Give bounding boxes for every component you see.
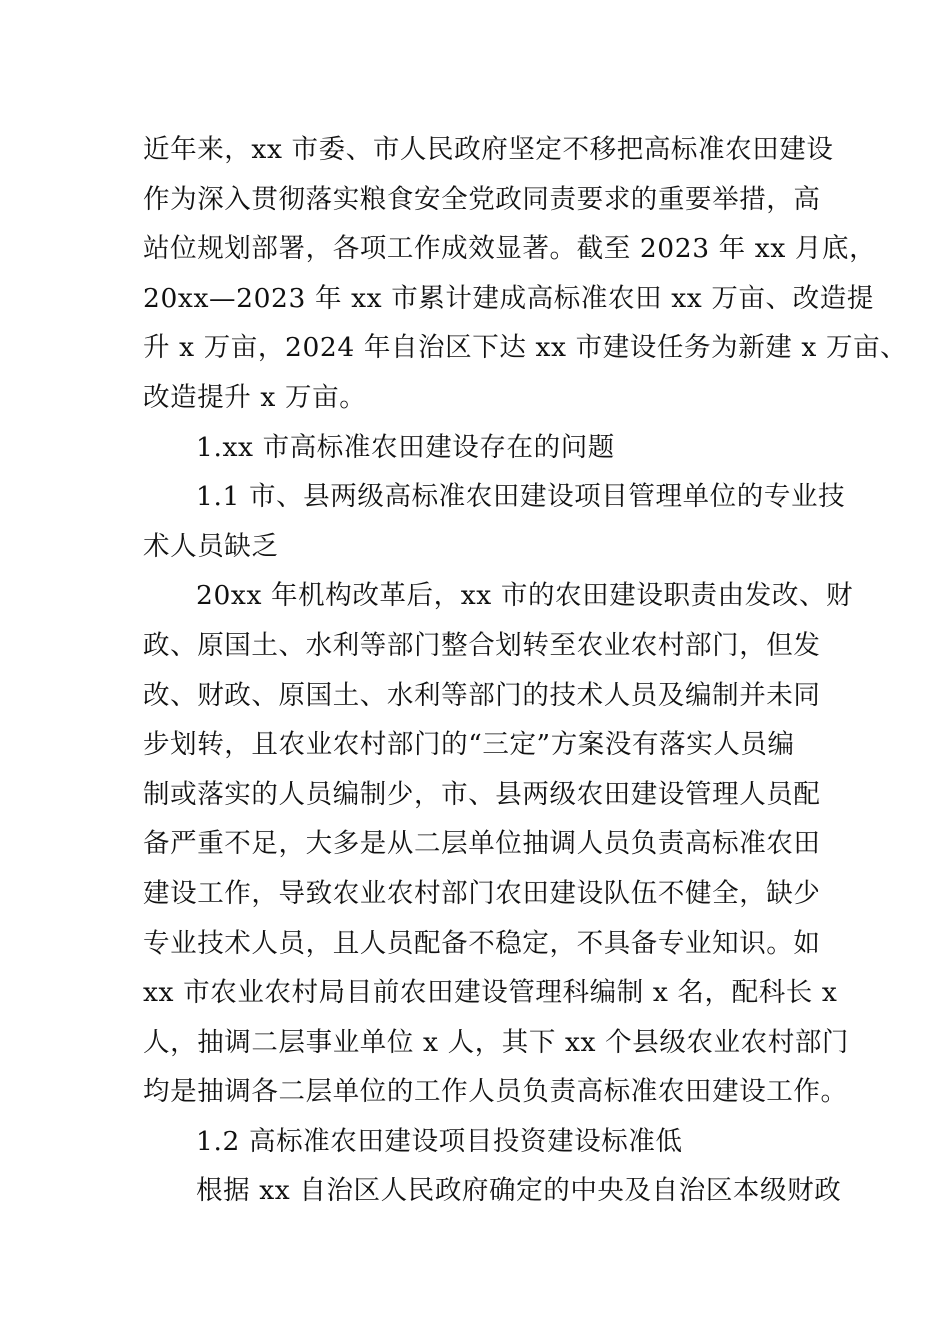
text-line: 改、财政、原国土、水利等部门的技术人员及编制并未同	[143, 679, 821, 711]
text-line: 人，抽调二层事业单位 x 人，其下 xx 个县级农业农村部门	[143, 1026, 850, 1058]
text-line: 政、原国土、水利等部门整合划转至农业农村部门，但发	[143, 629, 821, 661]
text-line: 作为深入贯彻落实粮食安全党政同责要求的重要举措，高	[143, 183, 821, 215]
text-line: 近年来，xx 市委、市人民政府坚定不移把高标准农田建设	[143, 134, 834, 165]
text-line: 站位规划部署，各项工作成效显著。截至 2023 年 xx 月底，	[143, 233, 877, 265]
text-line: 建设工作，导致农业农村部门农田建设队伍不健全，缺少	[143, 877, 821, 909]
text-line: xx 市农业农村局目前农田建设管理科编制 x 名，配科长 x	[143, 977, 838, 1009]
text-line: 制或落实的人员编制少，市、县两级农田建设管理人员配	[143, 778, 821, 810]
document-body	[143, 125, 908, 1216]
text-line: 步划转，且农业农村部门的“三定”方案没有落实人员编	[143, 729, 795, 761]
text-line: 升 x 万亩，2024 年自治区下达 xx 市建设任务为新建 x 万亩、	[143, 332, 908, 364]
text-line: 1.1 市、县两级高标准农田建设项目管理单位的专业技	[196, 481, 846, 513]
text-line: 专业技术人员，且人员配备不稳定，不具备专业知识。如	[143, 927, 821, 959]
text-line: 1.2 高标准农田建设项目投资建设标准低	[196, 1125, 683, 1157]
text-line: 20xx—2023 年 xx 市累计建成高标准农田 xx 万亩、改造提	[143, 282, 874, 314]
text-line: 根据 xx 自治区人民政府确定的中央及自治区本级财政	[196, 1175, 842, 1207]
text-line: 改造提升 x 万亩。	[143, 381, 367, 413]
text-line: 术人员缺乏	[143, 530, 279, 562]
text-line: 均是抽调各二层单位的工作人员负责高标准农田建设工作。	[143, 1076, 848, 1108]
text-line: 备严重不足，大多是从二层单位抽调人员负责高标准农田	[143, 828, 821, 860]
text-line: 20xx 年机构改革后，xx 市的农田建设职责由发改、财	[196, 580, 854, 612]
text-line: 1.xx 市高标准农田建设存在的问题	[196, 431, 615, 463]
